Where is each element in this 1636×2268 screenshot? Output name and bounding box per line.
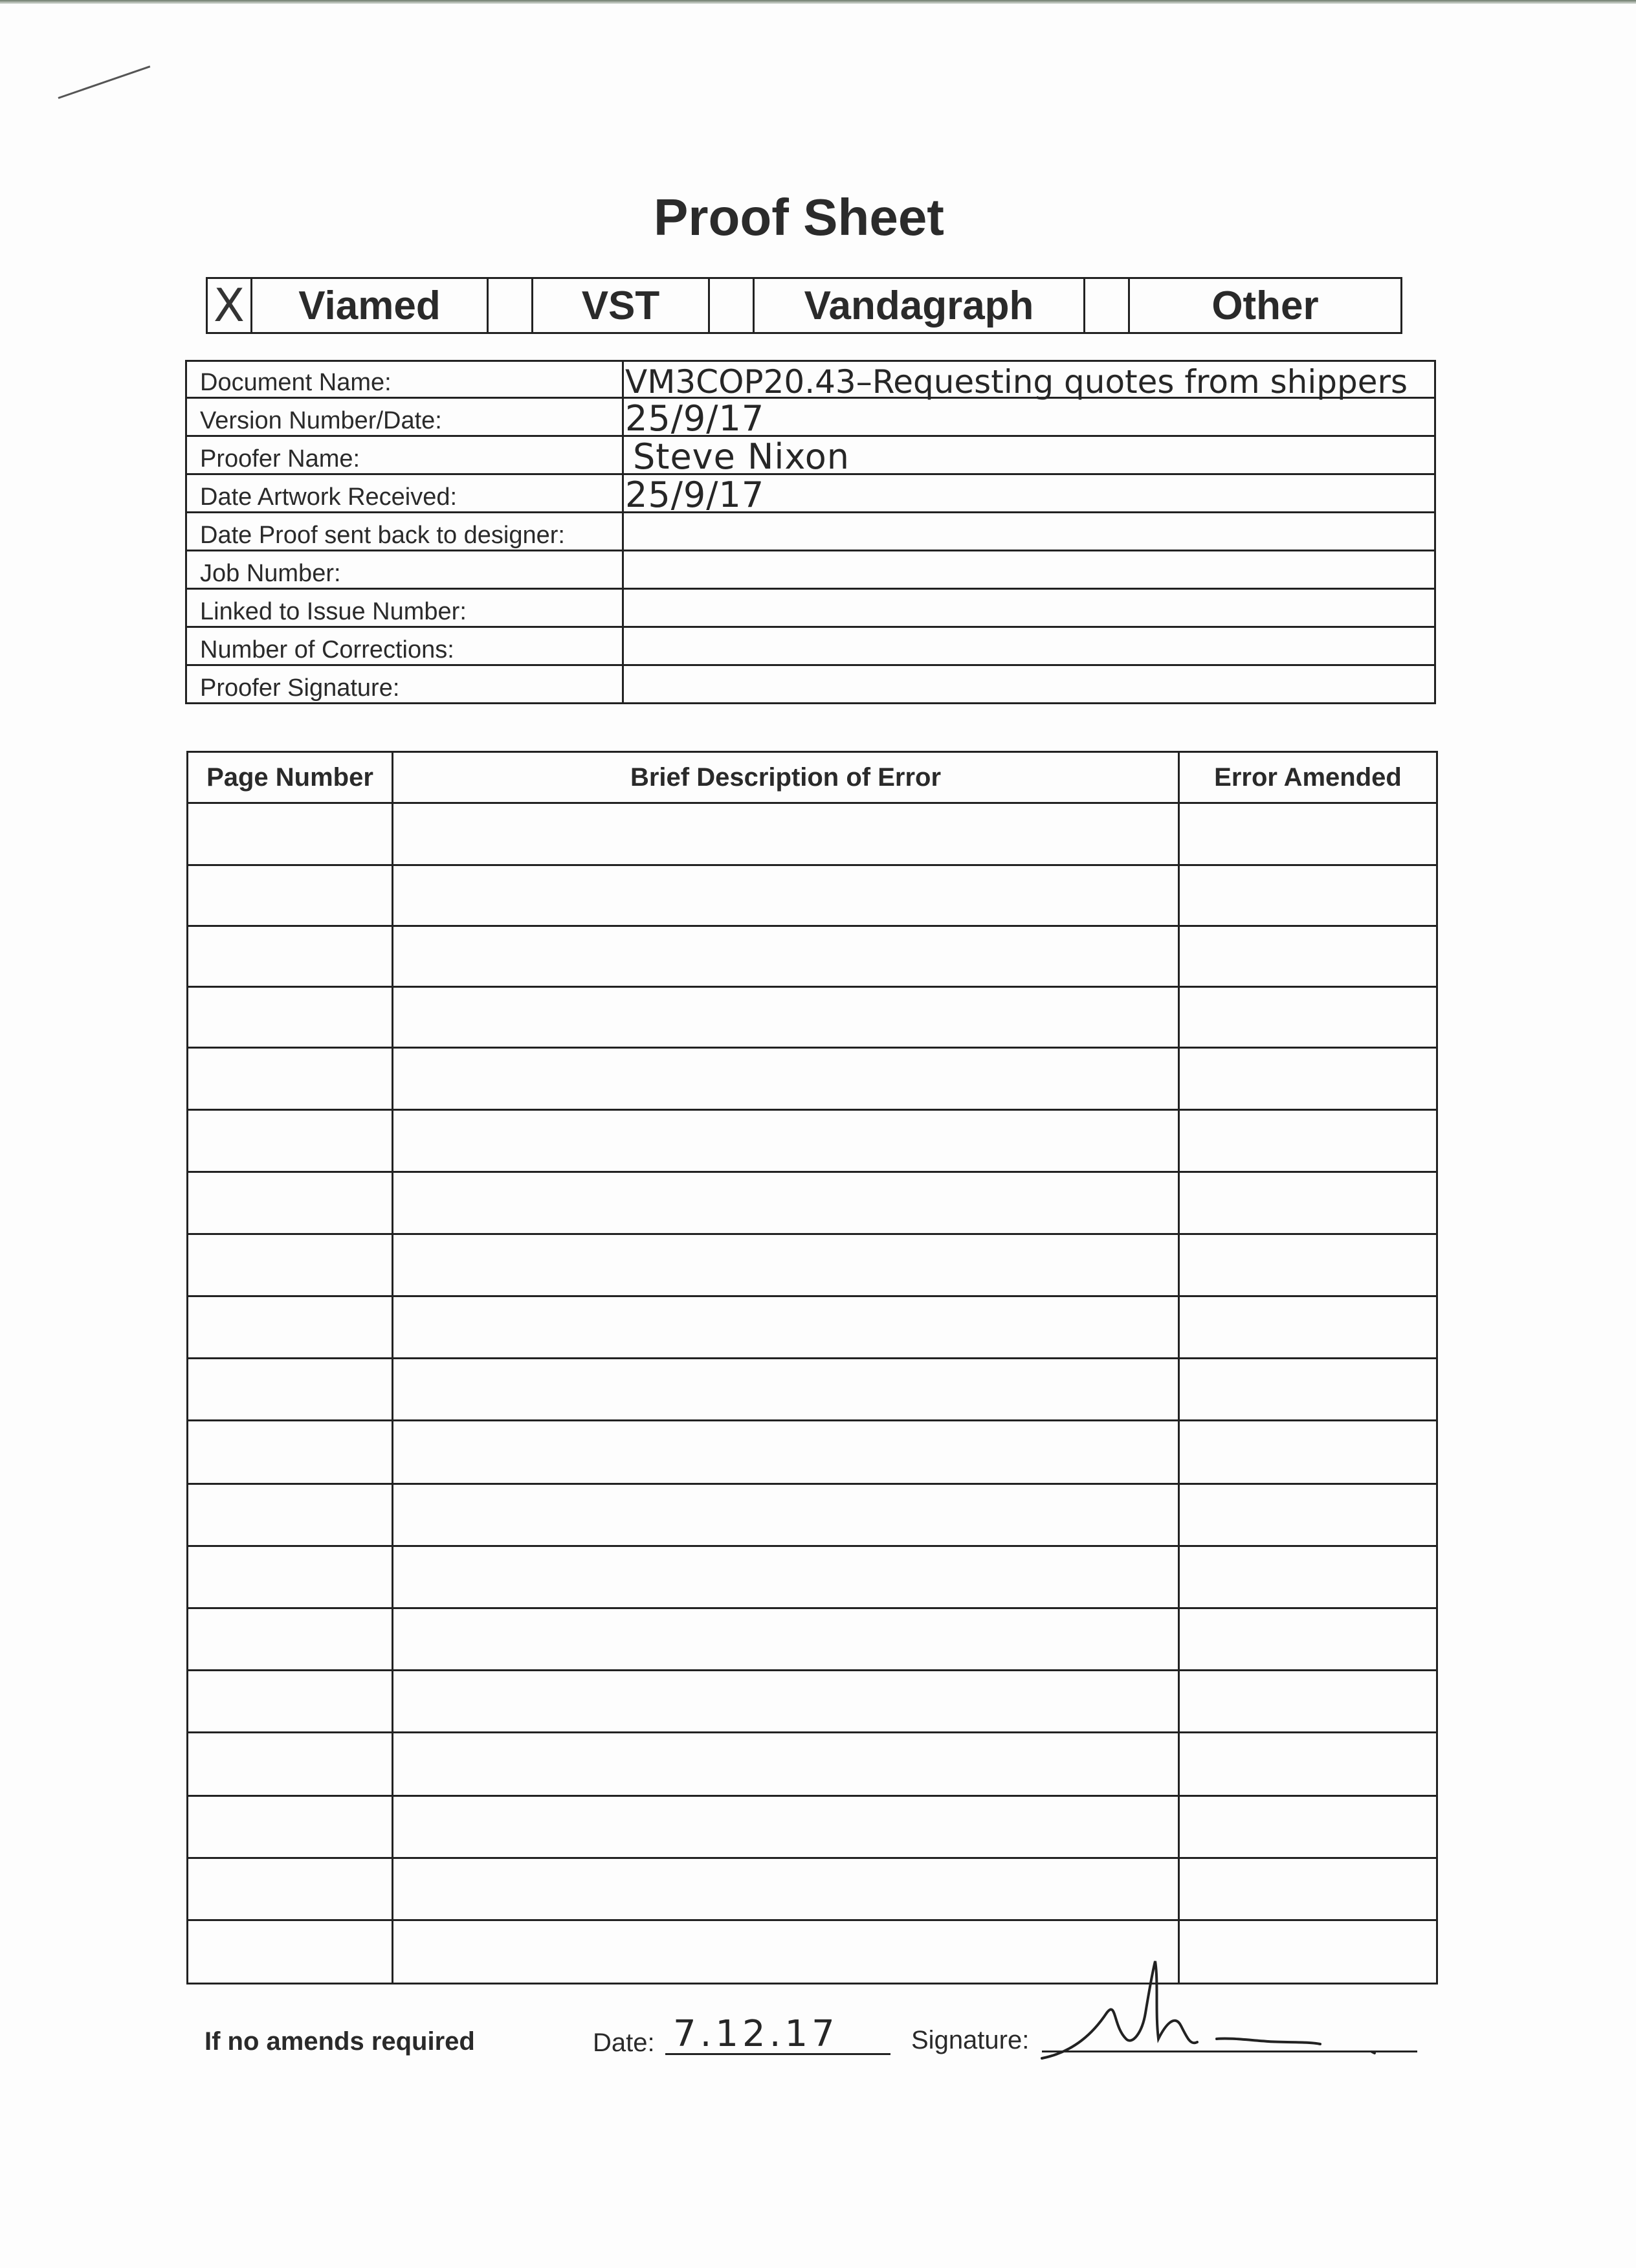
details-row-corrections	[186, 627, 1435, 665]
company-selector	[206, 277, 1402, 334]
page-number-cell[interactable]	[188, 1359, 393, 1421]
viamed-checkbox[interactable]	[207, 278, 252, 333]
error-row	[188, 865, 1437, 926]
details-label: Document Name:	[186, 361, 623, 398]
details-label: Date Artwork Received:	[186, 474, 623, 513]
handwritten-date: 7.12.17	[673, 2013, 839, 2055]
error-amended-cell[interactable]	[1179, 1858, 1437, 1920]
error-row	[188, 1671, 1437, 1733]
error-amended-cell[interactable]	[1179, 1172, 1437, 1234]
date-proof-sent-field[interactable]	[623, 513, 1435, 551]
details-row-document-name	[186, 361, 1435, 398]
column-header-page-number: Page Number	[188, 752, 393, 803]
description-cell[interactable]	[393, 1172, 1179, 1234]
description-cell[interactable]	[393, 1858, 1179, 1920]
error-row	[188, 1858, 1437, 1920]
page-number-cell[interactable]	[188, 1796, 393, 1858]
company-label-viamed: Viamed	[252, 278, 488, 333]
details-row-linked-issue	[186, 589, 1435, 627]
page-number-cell[interactable]	[188, 1048, 393, 1110]
page-number-cell[interactable]	[188, 1671, 393, 1733]
page-number-cell[interactable]	[188, 1920, 393, 1984]
description-cell[interactable]	[393, 1608, 1179, 1671]
handwritten-value: 25/9/17	[625, 474, 765, 515]
no-amends-label: If no amends required	[204, 2027, 475, 2056]
details-row-proofer-signature	[186, 665, 1435, 704]
scan-top-edge	[0, 0, 1636, 4]
handwritten-signature	[1035, 1955, 1424, 2071]
job-number-field[interactable]	[623, 551, 1435, 589]
error-amended-cell[interactable]	[1179, 1608, 1437, 1671]
details-row-date-artwork	[186, 474, 1435, 513]
date-artwork-field[interactable]	[623, 474, 1435, 513]
page-number-cell[interactable]	[188, 1296, 393, 1359]
page-title: Proof Sheet	[654, 188, 944, 246]
description-cell[interactable]	[393, 1359, 1179, 1421]
column-header-error-amended: Error Amended	[1179, 752, 1437, 803]
handwritten-value: Steve Nixon	[633, 436, 850, 477]
proofer-signature-field[interactable]	[623, 665, 1435, 704]
description-cell[interactable]	[393, 1421, 1179, 1484]
description-cell[interactable]	[393, 987, 1179, 1048]
error-row	[188, 1733, 1437, 1796]
error-row	[188, 1296, 1437, 1359]
description-cell[interactable]	[393, 1733, 1179, 1796]
other-checkbox[interactable]	[1085, 278, 1129, 333]
description-cell[interactable]	[393, 1110, 1179, 1172]
date-label: Date:	[593, 2029, 655, 2057]
error-amended-cell[interactable]	[1179, 1234, 1437, 1296]
company-label-vandagraph: Vandagraph	[754, 278, 1085, 333]
error-amended-cell[interactable]	[1179, 865, 1437, 926]
details-label: Date Proof sent back to designer:	[186, 513, 623, 551]
error-amended-cell[interactable]	[1179, 1296, 1437, 1359]
error-amended-cell[interactable]	[1179, 1484, 1437, 1546]
description-cell[interactable]	[393, 1296, 1179, 1359]
error-row	[188, 1048, 1437, 1110]
error-row	[188, 1172, 1437, 1234]
error-row	[188, 1234, 1437, 1296]
handwritten-value: VM3COP20.43–Requesting quotes from shippers	[625, 363, 1408, 401]
details-row-job-number	[186, 551, 1435, 589]
error-amended-cell[interactable]	[1179, 1048, 1437, 1110]
error-row	[188, 1484, 1437, 1546]
description-cell[interactable]	[393, 865, 1179, 926]
details-label: Number of Corrections:	[186, 627, 623, 665]
page-number-cell[interactable]	[188, 1172, 393, 1234]
error-row	[188, 1359, 1437, 1421]
company-label-vst: VST	[533, 278, 709, 333]
error-row	[188, 926, 1437, 987]
description-cell[interactable]	[393, 1048, 1179, 1110]
details-row-proofer-name	[186, 436, 1435, 474]
page-number-cell[interactable]	[188, 865, 393, 926]
stray-pen-mark	[58, 65, 151, 99]
page-number-cell[interactable]	[188, 1484, 393, 1546]
page-number-cell[interactable]	[188, 1608, 393, 1671]
description-cell[interactable]	[393, 1546, 1179, 1608]
error-amended-cell[interactable]	[1179, 1733, 1437, 1796]
page-number-cell[interactable]	[188, 987, 393, 1048]
column-header-description: Brief Description of Error	[393, 752, 1179, 803]
handwritten-value: 25/9/17	[625, 398, 765, 439]
page-number-cell[interactable]	[188, 1421, 393, 1484]
error-amended-cell[interactable]	[1179, 1110, 1437, 1172]
description-cell[interactable]	[393, 1796, 1179, 1858]
details-label: Version Number/Date:	[186, 398, 623, 436]
error-amended-cell[interactable]	[1179, 926, 1437, 987]
details-row-date-proof-sent	[186, 513, 1435, 551]
page-number-cell[interactable]	[188, 1110, 393, 1172]
description-cell[interactable]	[393, 926, 1179, 987]
description-cell[interactable]	[393, 1234, 1179, 1296]
error-row	[188, 1796, 1437, 1858]
error-table-header	[188, 752, 1437, 803]
details-label: Job Number:	[186, 551, 623, 589]
document-details-table	[185, 360, 1436, 704]
error-log-table	[186, 751, 1438, 1984]
details-label: Proofer Name:	[186, 436, 623, 474]
error-row	[188, 803, 1437, 865]
page-number-cell[interactable]	[188, 1234, 393, 1296]
error-amended-cell[interactable]	[1179, 987, 1437, 1048]
linked-issue-field[interactable]	[623, 589, 1435, 627]
details-row-version	[186, 398, 1435, 436]
version-field[interactable]	[623, 398, 1435, 439]
cross-mark-icon: X	[214, 279, 245, 332]
error-amended-cell[interactable]	[1179, 1796, 1437, 1858]
description-cell[interactable]	[393, 803, 1179, 865]
page-number-cell[interactable]	[188, 1858, 393, 1920]
description-cell[interactable]	[393, 1671, 1179, 1733]
page-number-cell[interactable]	[188, 1733, 393, 1796]
error-amended-cell[interactable]	[1179, 803, 1437, 865]
error-amended-cell[interactable]	[1179, 1359, 1437, 1421]
error-row	[188, 1546, 1437, 1608]
description-cell[interactable]	[393, 1484, 1179, 1546]
company-label-other: Other	[1129, 278, 1402, 333]
signature-label: Signature:	[911, 2026, 1030, 2054]
error-amended-cell[interactable]	[1179, 1546, 1437, 1608]
page-number-cell[interactable]	[188, 1546, 393, 1608]
vst-checkbox[interactable]	[488, 278, 533, 333]
document-name-field[interactable]	[623, 361, 1435, 401]
corrections-field[interactable]	[623, 627, 1435, 665]
details-label: Proofer Signature:	[186, 665, 623, 704]
error-amended-cell[interactable]	[1179, 1421, 1437, 1484]
vandagraph-checkbox[interactable]	[709, 278, 754, 333]
error-row	[188, 1110, 1437, 1172]
error-row	[188, 1421, 1437, 1484]
page-number-cell[interactable]	[188, 926, 393, 987]
details-label: Linked to Issue Number:	[186, 589, 623, 627]
proofer-name-field[interactable]	[623, 436, 1435, 477]
error-row	[188, 1608, 1437, 1671]
error-amended-cell[interactable]	[1179, 1671, 1437, 1733]
error-row	[188, 987, 1437, 1048]
page-number-cell[interactable]	[188, 803, 393, 865]
